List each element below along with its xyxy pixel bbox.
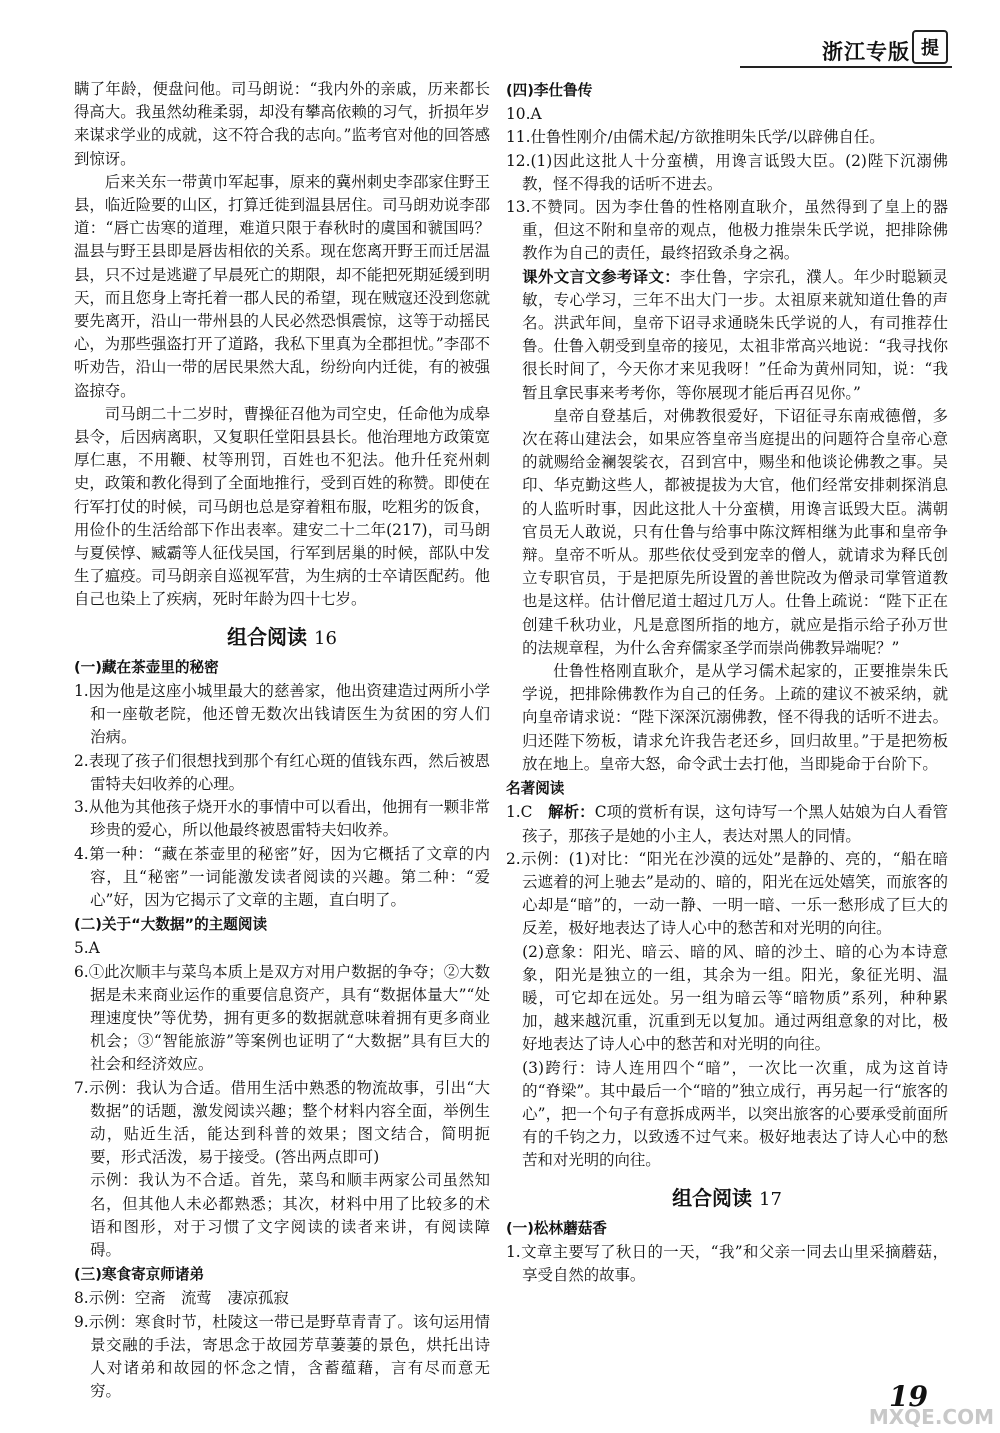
translation-label: 课外文言文参考译文：	[522, 267, 681, 286]
edition-label: 浙江专版	[822, 40, 910, 64]
site-watermark: MXQE.COM	[868, 1405, 994, 1429]
section-heading: (三)寒食寄京师诸弟	[74, 1266, 205, 1284]
section-heading: 名著阅读	[506, 780, 565, 798]
group-title-text: 组合阅读	[672, 1185, 753, 1210]
page-header	[740, 0, 1000, 72]
left-column	[74, 78, 490, 1403]
group-reading-17-title	[506, 1187, 948, 1211]
answer-item: 2.表现了孩子们很想找到那个有红心斑的值钱东西，然后被恩雷特夫妇收养的心理。	[74, 751, 490, 793]
answer-item: 10.A	[506, 105, 542, 124]
answer-item: 11.仕鲁性刚介/由儒术起/方欲推明朱氏学/以辟佛自任。	[506, 128, 885, 147]
translation-paragraph: 瞒了年龄，便盘问他。司马朗说：“我内外的亲戚，历来都长得高大。我虽然幼稚柔弱，却没有攀高依赖的习气，折损年岁来谋求学业的成就，这不符合我的志向。”监考官对他的回答感到惊讶。	[74, 80, 490, 168]
answer-item: 8.示例：空斋 流莺 凄凉孤寂	[74, 1289, 289, 1308]
answer-item: 7.示例：我认为合适。借用生活中熟悉的物流故事，引出“大数据”的话题，激发阅读兴趣；整个材料内容全面，举例生动，贴近生活，能达到科普的效果；图文结合，简明扼要，形式活泼，易于接受。(答出两点即可)	[74, 1078, 490, 1167]
group-title-text: 组合阅读	[227, 624, 308, 649]
section-heading: (一)藏在茶壶里的秘密	[74, 658, 219, 676]
answer-text: C项的赏析有误，这句诗写一个黑人姑娘为白人看管孩子，那孩子是她的小主人，表达对黑人的同情。	[522, 803, 948, 845]
answer-item: 2.示例：(1)对比：“阳光在沙漠的远处”是静的、亮的，“船在暗云遮着的河上驰去”是动的、暗的，阳光在远处嬉笑，而旅客的心却是“暗”的，一动一静、一明一暗、一乐一愁形成了巨大的反差，极好地表达了诗人心中的愁苦和对光明的向往。	[506, 849, 948, 938]
answer-item: 1.文章主要写了秋日的一天，“我”和父亲一同去山里采摘蘑菇，享受自然的故事。	[506, 1242, 948, 1285]
answer-item: 1.因为他是这座小城里最大的慈善家，他出资建造过两所小学和一座敬老院，他还曾无数次出钱请医生为贫困的穷人们治病。	[74, 682, 490, 747]
answer-number: 1.C	[506, 803, 533, 822]
translation-paragraph: 皇帝自登基后，对佛教很爱好，下诏征寻东南戒德僧，多次在蒋山建法会，如果应答皇帝当庭提出的问题符合皇帝心意的就赐给金襕袈裟衣，召到宫中，赐坐和他谈论佛教之事。吴印、华克勤这些人，都被提拔为大官，他们经常安排刺探消息的人监听时事，因此这批人十分蛮横，用谗言诋毁大臣。满朝官员无人敢说，只有仕鲁与给事中陈汶辉相继为此事和皇帝争辩。皇帝不听从。那些依仗受到宠幸的僧人，就请求为释氏创立专职官员，于是把原先所设置的善世院改为僧录司掌管道教也是这样。估计僧尼道士超过几万人。仕鲁上疏说：“陛下正在创建千秋功业，凡是意图所指的地方，就应是指示给子孙万世的法规章程，为什么舍弃儒家圣学而崇尚佛教异端呢？”	[522, 406, 948, 657]
answer-item: 3.从他为其他孩子烧开水的事情中可以看出，他拥有一颗非常珍贵的爱心，所以他最终被恩雷特夫妇收养。	[74, 798, 490, 840]
group-title-number: 17	[759, 1188, 782, 1210]
answer-item	[506, 801, 948, 847]
answer-item: 6.①此次顺丰与菜鸟本质上是双方对用户数据的争夺；②大数据是未来商业运作的重要信息资产，具有“数据体量大”“处理速度快”等优势，拥有更多的数据就意味着拥有更多商业机会；③“智能旅游”等案例也证明了“大数据”具有巨大的社会和经济效应。	[74, 962, 490, 1074]
page-number: 19	[889, 1380, 928, 1413]
header-rule	[740, 66, 952, 68]
section-heading: (一)松林蘑菇香	[506, 1219, 607, 1237]
publisher-logo: 提	[912, 30, 948, 64]
answer-item-continuation: (3)跨行：诗人连用四个“暗”，一次比一次重，成为这首诗的“脊梁”。其中最后一个“暗的”独立成行，再另起一行“旅客的心”，把一个句子有意拆成两半，以突出旅客的心要承受前面所有的千钧之力，以致透不过气来。极好地表达了诗人心中的愁苦和对光明的向往。	[522, 1058, 948, 1170]
translation-paragraph: 后来关东一带黄巾军起事，原来的冀州刺史李邵家住野王县，临近险要的山区，打算迁徙到温县居住。司马朗劝说李邵道：“唇亡齿寒的道理，难道只限于春秋时的虞国和虢国吗？温县与野王县即是唇齿相依的关系。现在您离开野王而迁居温县，只不过是逃避了早晨死亡的期限，却不能把死期延缓到明天，而且您身上寄托着一郡人民的希望，现在贼寇还没到您就要先离开，沿山一带州县的人民必然恐惧震惊，这等于动摇民心，为那些强盗打开了道路，我私下里真为全郡担忧。”李邵不听劝告，沿山一带的居民果然大乱，纷纷向内迁徙，有的被强盗掠夺。	[74, 172, 490, 400]
answer-item: 4.第一种：“藏在茶壶里的秘密”好，因为它概括了文章的内容，且“秘密”一词能激发读者阅读的兴趣。第二种：“爱心”好，因为它揭示了文章的主题，直白明了。	[74, 844, 490, 909]
answer-item: 9.示例：寒食时节，杜陵这一带已是野草青青了。该句运用情景交融的手法，寄思念于故园芳草萋萋的景色，烘托出诗人对诸弟和故园的怀念之情，含蓄蕴藉，言有尽而意无穷。	[74, 1312, 490, 1401]
right-column	[506, 78, 948, 1287]
section-heading: (四)李仕鲁传	[506, 82, 593, 99]
answer-item-continuation: (2)意象：阳光、暗云、暗的风、暗的沙土、暗的心为本诗意象，阳光是独立的一组，其余为一组。阳光，象征光明、温暖，可它却在远处。另一组为暗云等“暗物质”系列，种种累加，越来越沉重，沉重到无以复加。通过两组意象的对比，极好地表达了诗人心中的愁苦和对光明的向往。	[522, 942, 948, 1054]
answer-item-continuation: 示例：我认为不合适。首先，菜鸟和顺丰两家公司虽然知名，但其他人未必都熟悉；其次，材料中用了比较多的术语和图形，对于习惯了文字阅读的读者来讲，有阅读障碍。	[90, 1171, 490, 1259]
translation-paragraph: 仕鲁性格刚直耿介，是从学习儒术起家的，正要推崇朱氏学说，把排除佛教作为自己的任务。上疏的建议不被采纳，就向皇帝请求说：“陛下深深沉溺佛教，怪不得我的话听不进去。归还陛下笏板，请求允许我告老还乡，回归故里。”于是把笏板放在地上。皇帝大怒，命令武士去打他，当即毙命于台阶下。	[522, 662, 948, 773]
translation-text: 李仕鲁，字宗孔，濮人。年少时聪颖灵敏，专心学习，三年不出大门一步。太祖原来就知道仕鲁的声名。洪武年间，皇帝下诏寻求通晓朱氏学说的人，有司推荐仕鲁。仕鲁入朝受到皇帝的接见，太祖非常高兴地说：“我寻找你很长时间了，今天你才来见我呀！”任命为黄州同知，说：“我暂且拿民事来考考你，等你展现才能后再召见你。”	[522, 267, 948, 402]
answer-item: 5.A	[74, 939, 100, 958]
answer-item: 13.不赞同。因为李仕鲁的性格刚直耿介，虽然得到了皇上的器重，但这不附和皇帝的观点，他极力推崇朱氏学说，把排除佛教作为自己的责任，最终招致杀身之祸。	[506, 198, 948, 263]
group-reading-16-title	[74, 626, 490, 650]
answer-item: 12.(1)因此这批人十分蛮横，用谗言诋毁大臣。(2)陛下沉溺佛教，怪不得我的话听不进去。	[506, 151, 948, 193]
translation-paragraph: 司马朗二十二岁时，曹操征召他为司空史，任命他为成皋县令，后因病离职，又复职任堂阳县县长。他治理地方政策宽厚仁惠，不用鞭、杖等刑罚，百姓也不犯法。他升任兖州刺史，政策和教化得到了全面地推行，受到百姓的称赞。即使在行军打仗的时候，司马朗也总是穿着粗布服，吃粗劣的饭食，用俭仆的生活给部下作出表率。建安二十二年(217)，司马朗与夏侯惇、臧霸等人征伐吴国，行军到居巢的时候，部队中发生了瘟疫。司马朗亲自巡视军营，为生病的士卒请医配药。他自己也染上了疾病，死时年龄为四十七岁。	[74, 404, 490, 609]
section-heading: (二)关于“大数据”的主题阅读	[74, 916, 268, 934]
group-title-number: 16	[314, 627, 337, 649]
translation-paragraph	[506, 266, 948, 405]
analysis-label: 解析：	[548, 803, 595, 822]
